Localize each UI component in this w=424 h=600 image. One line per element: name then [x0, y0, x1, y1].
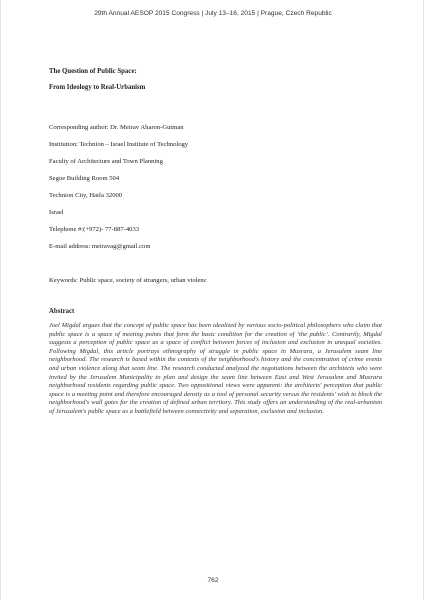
- keywords: Keywords: Public space, society of strangers, urban violenc: [49, 277, 207, 284]
- country: Israel: [49, 209, 64, 216]
- title-line-1: The Question of Public Space:: [49, 68, 137, 75]
- page-number: 762: [207, 577, 219, 584]
- corresponding-author: Corresponding author: Dr. Meirav Aharon-Gutman: [49, 124, 184, 131]
- paper-title: [49, 67, 389, 92]
- building-address: Segoe Building Room 504: [49, 175, 120, 182]
- faculty: Faculty of Architecture and Town Planning: [49, 158, 163, 165]
- running-header: 29th Annual AESOP 2015 Congress | July 13–16, 2015 | Prague, Czech Republic: [94, 10, 332, 17]
- email-address: E-mail address: meiravag@gmail.com: [49, 243, 151, 250]
- telephone: Telephone #:(+972)- 77-887-4033: [49, 226, 140, 233]
- abstract-body: Joel Migdal argues that the concept of public space has been idealized by various socio-political philosophers who claim that public space is a space of meeting points that form the basic condition for the creation of ‘the public’. Contrarily, Migdal suggests a perception of public space as a space of conflict between forces of inclusion and exclusion in unequal societies. Following Migdal, this article portrays ethnography of struggle in public space in Musrara, a Jerusalem seam line neighborhood. The research is based within the contexts of the neighborhood's history and the concentration of crime events and urban violence along that seam line. The research conducted analyzed the negotiations between the architects who were invited by the Jerusalem Municipality to plan and design the seam line between East and West Jerusalem and Musrara neighborhood residents regarding public space. Two oppositional views were apparent: the architects' perception that public space is a meeting point and therefore encouraged density as a tool of personal security versus the residents' wish to block the neighborhood's wall gates for the creation of defined urban territory. This study offers an understanding of the real-urbanism of Jerusalem's public space as a battlefield between connectivity and separation, exclusion and inclusion.: [49, 322, 382, 415]
- institution: Institution: Technion – Israel Institute of Technology: [49, 141, 189, 148]
- abstract-heading: Abstract: [49, 308, 75, 315]
- city-address: Technion City, Haifa 32000: [49, 192, 123, 199]
- title-line-2: From Ideology to Real-Urbanism: [49, 84, 146, 91]
